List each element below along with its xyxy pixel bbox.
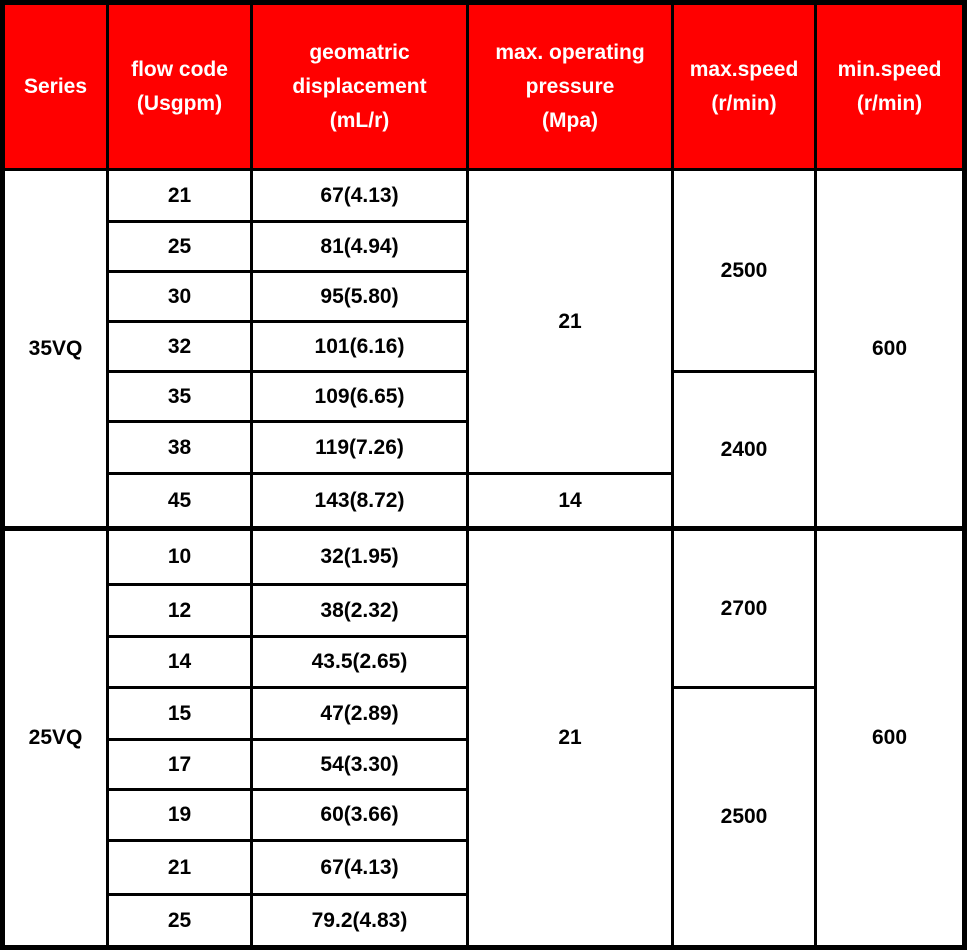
header-pressure: max. operating pressure (Mpa) [469, 5, 671, 168]
flow-cell: 21 [109, 171, 250, 220]
displacement-cell: 67(4.13) [253, 171, 466, 220]
displacement-cell: 67(4.13) [253, 842, 466, 893]
flow-cell: 38 [109, 423, 250, 472]
flow-cell: 14 [109, 638, 250, 686]
flow-cell: 19 [109, 791, 250, 839]
displacement-cell: 81(4.94) [253, 223, 466, 270]
flow-cell: 45 [109, 475, 250, 526]
displacement-cell: 54(3.30) [253, 741, 466, 788]
flow-cell: 32 [109, 323, 250, 370]
pressure-cell: 21 [469, 531, 671, 945]
series-35vq: 35VQ [5, 171, 106, 526]
header-flow-code: flow code (Usgpm) [109, 5, 250, 168]
max-speed-cell: 2500 [674, 689, 814, 945]
flow-cell: 10 [109, 531, 250, 583]
min-speed-cell: 600 [817, 531, 962, 945]
flow-cell: 30 [109, 273, 250, 320]
header-series: Series [5, 5, 106, 168]
displacement-cell: 47(2.89) [253, 689, 466, 738]
displacement-cell: 38(2.32) [253, 586, 466, 635]
pressure-cell: 14 [469, 475, 671, 526]
flow-cell: 21 [109, 842, 250, 893]
max-speed-cell: 2700 [674, 531, 814, 686]
displacement-cell: 101(6.16) [253, 323, 466, 370]
header-max-speed: max.speed (r/min) [674, 5, 814, 168]
flow-cell: 35 [109, 373, 250, 420]
max-speed-cell: 2400 [674, 373, 814, 526]
displacement-cell: 95(5.80) [253, 273, 466, 320]
flow-cell: 12 [109, 586, 250, 635]
series-25vq: 25VQ [5, 531, 106, 945]
header-displacement: geomatric displacement (mL/r) [253, 5, 466, 168]
displacement-cell: 109(6.65) [253, 373, 466, 420]
pressure-cell: 21 [469, 171, 671, 472]
displacement-cell: 43.5(2.65) [253, 638, 466, 686]
displacement-cell: 32(1.95) [253, 531, 466, 583]
flow-cell: 25 [109, 223, 250, 270]
displacement-cell: 119(7.26) [253, 423, 466, 472]
flow-cell: 17 [109, 741, 250, 788]
displacement-cell: 79.2(4.83) [253, 896, 466, 945]
flow-cell: 25 [109, 896, 250, 945]
displacement-cell: 143(8.72) [253, 475, 466, 526]
header-min-speed: min.speed (r/min) [817, 5, 962, 168]
flow-cell: 15 [109, 689, 250, 738]
min-speed-cell: 600 [817, 171, 962, 526]
displacement-cell: 60(3.66) [253, 791, 466, 839]
max-speed-cell: 2500 [674, 171, 814, 370]
